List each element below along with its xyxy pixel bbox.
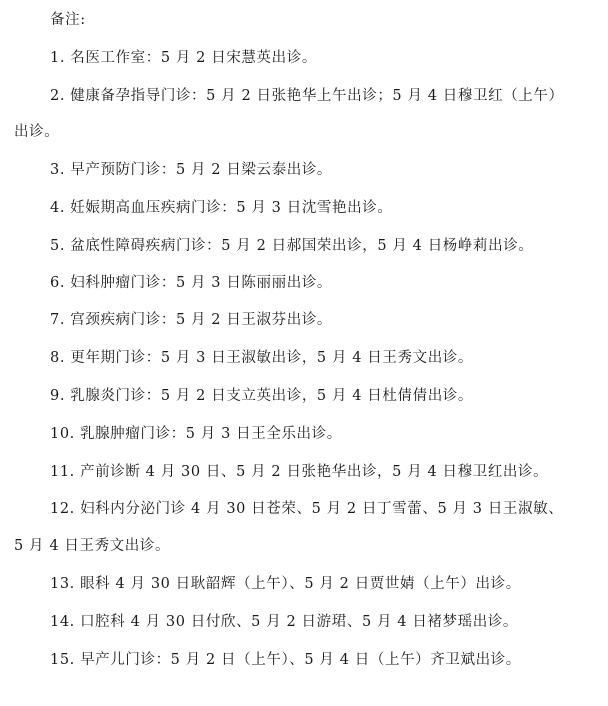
note-item-9: 9. 乳腺炎门诊：5 月 2 日支立英出诊，5 月 4 日杜倩倩出诊。 <box>50 388 473 404</box>
note-item-10: 10. 乳腺肿瘤门诊：5 月 3 日王全乐出诊。 <box>50 426 342 442</box>
note-item-2: 2. 健康备孕指导门诊：5 月 2 日张艳华上午出诊；5 月 4 日穆卫红（上午） <box>50 88 564 104</box>
note-item-2-continued: 出诊。 <box>14 124 60 140</box>
note-item-14: 14. 口腔科 4 月 30 日付欣、5 月 2 日游珺、5 月 4 日褚梦瑶出诊。 <box>50 614 519 630</box>
note-item-4: 4. 妊娠期高血压疾病门诊：5 月 3 日沈雪艳出诊。 <box>50 200 393 216</box>
note-item-12: 12. 妇科内分泌门诊 4 月 30 日苍荣、5 月 2 日丁雪蕾、5 月 3 日王淑敏、 <box>50 501 564 517</box>
note-item-7: 7. 宫颈疾病门诊：5 月 2 日王淑芬出诊。 <box>50 312 333 328</box>
notes-heading: 备注: <box>50 12 86 28</box>
note-item-6: 6. 妇科肿瘤门诊：5 月 3 日陈丽丽出诊。 <box>50 275 333 291</box>
note-item-13: 13. 眼科 4 月 30 日耿韶辉（上午）、5 月 2 日贾世婧（上午）出诊。 <box>50 576 521 592</box>
note-item-8: 8. 更年期门诊：5 月 3 日王淑敏出诊，5 月 4 日王秀文出诊。 <box>50 350 473 366</box>
note-item-5: 5. 盆底性障碍疾病门诊：5 月 2 日郝国荣出诊，5 月 4 日杨峥莉出诊。 <box>50 238 534 254</box>
note-item-11: 11. 产前诊断 4 月 30 日、5 月 2 日张艳华出诊，5 月 4 日穆卫红出诊。 <box>50 464 549 480</box>
note-item-15: 15. 早产儿门诊：5 月 2 日（上午）、5 月 4 日（上午）齐卫斌出诊。 <box>50 652 521 668</box>
note-item-12-continued: 5 月 4 日王秀文出诊。 <box>14 538 171 554</box>
note-item-1: 1. 名医工作室：5 月 2 日宋慧英出诊。 <box>50 50 317 66</box>
note-item-3: 3. 早产预防门诊：5 月 2 日梁云泰出诊。 <box>50 162 333 178</box>
